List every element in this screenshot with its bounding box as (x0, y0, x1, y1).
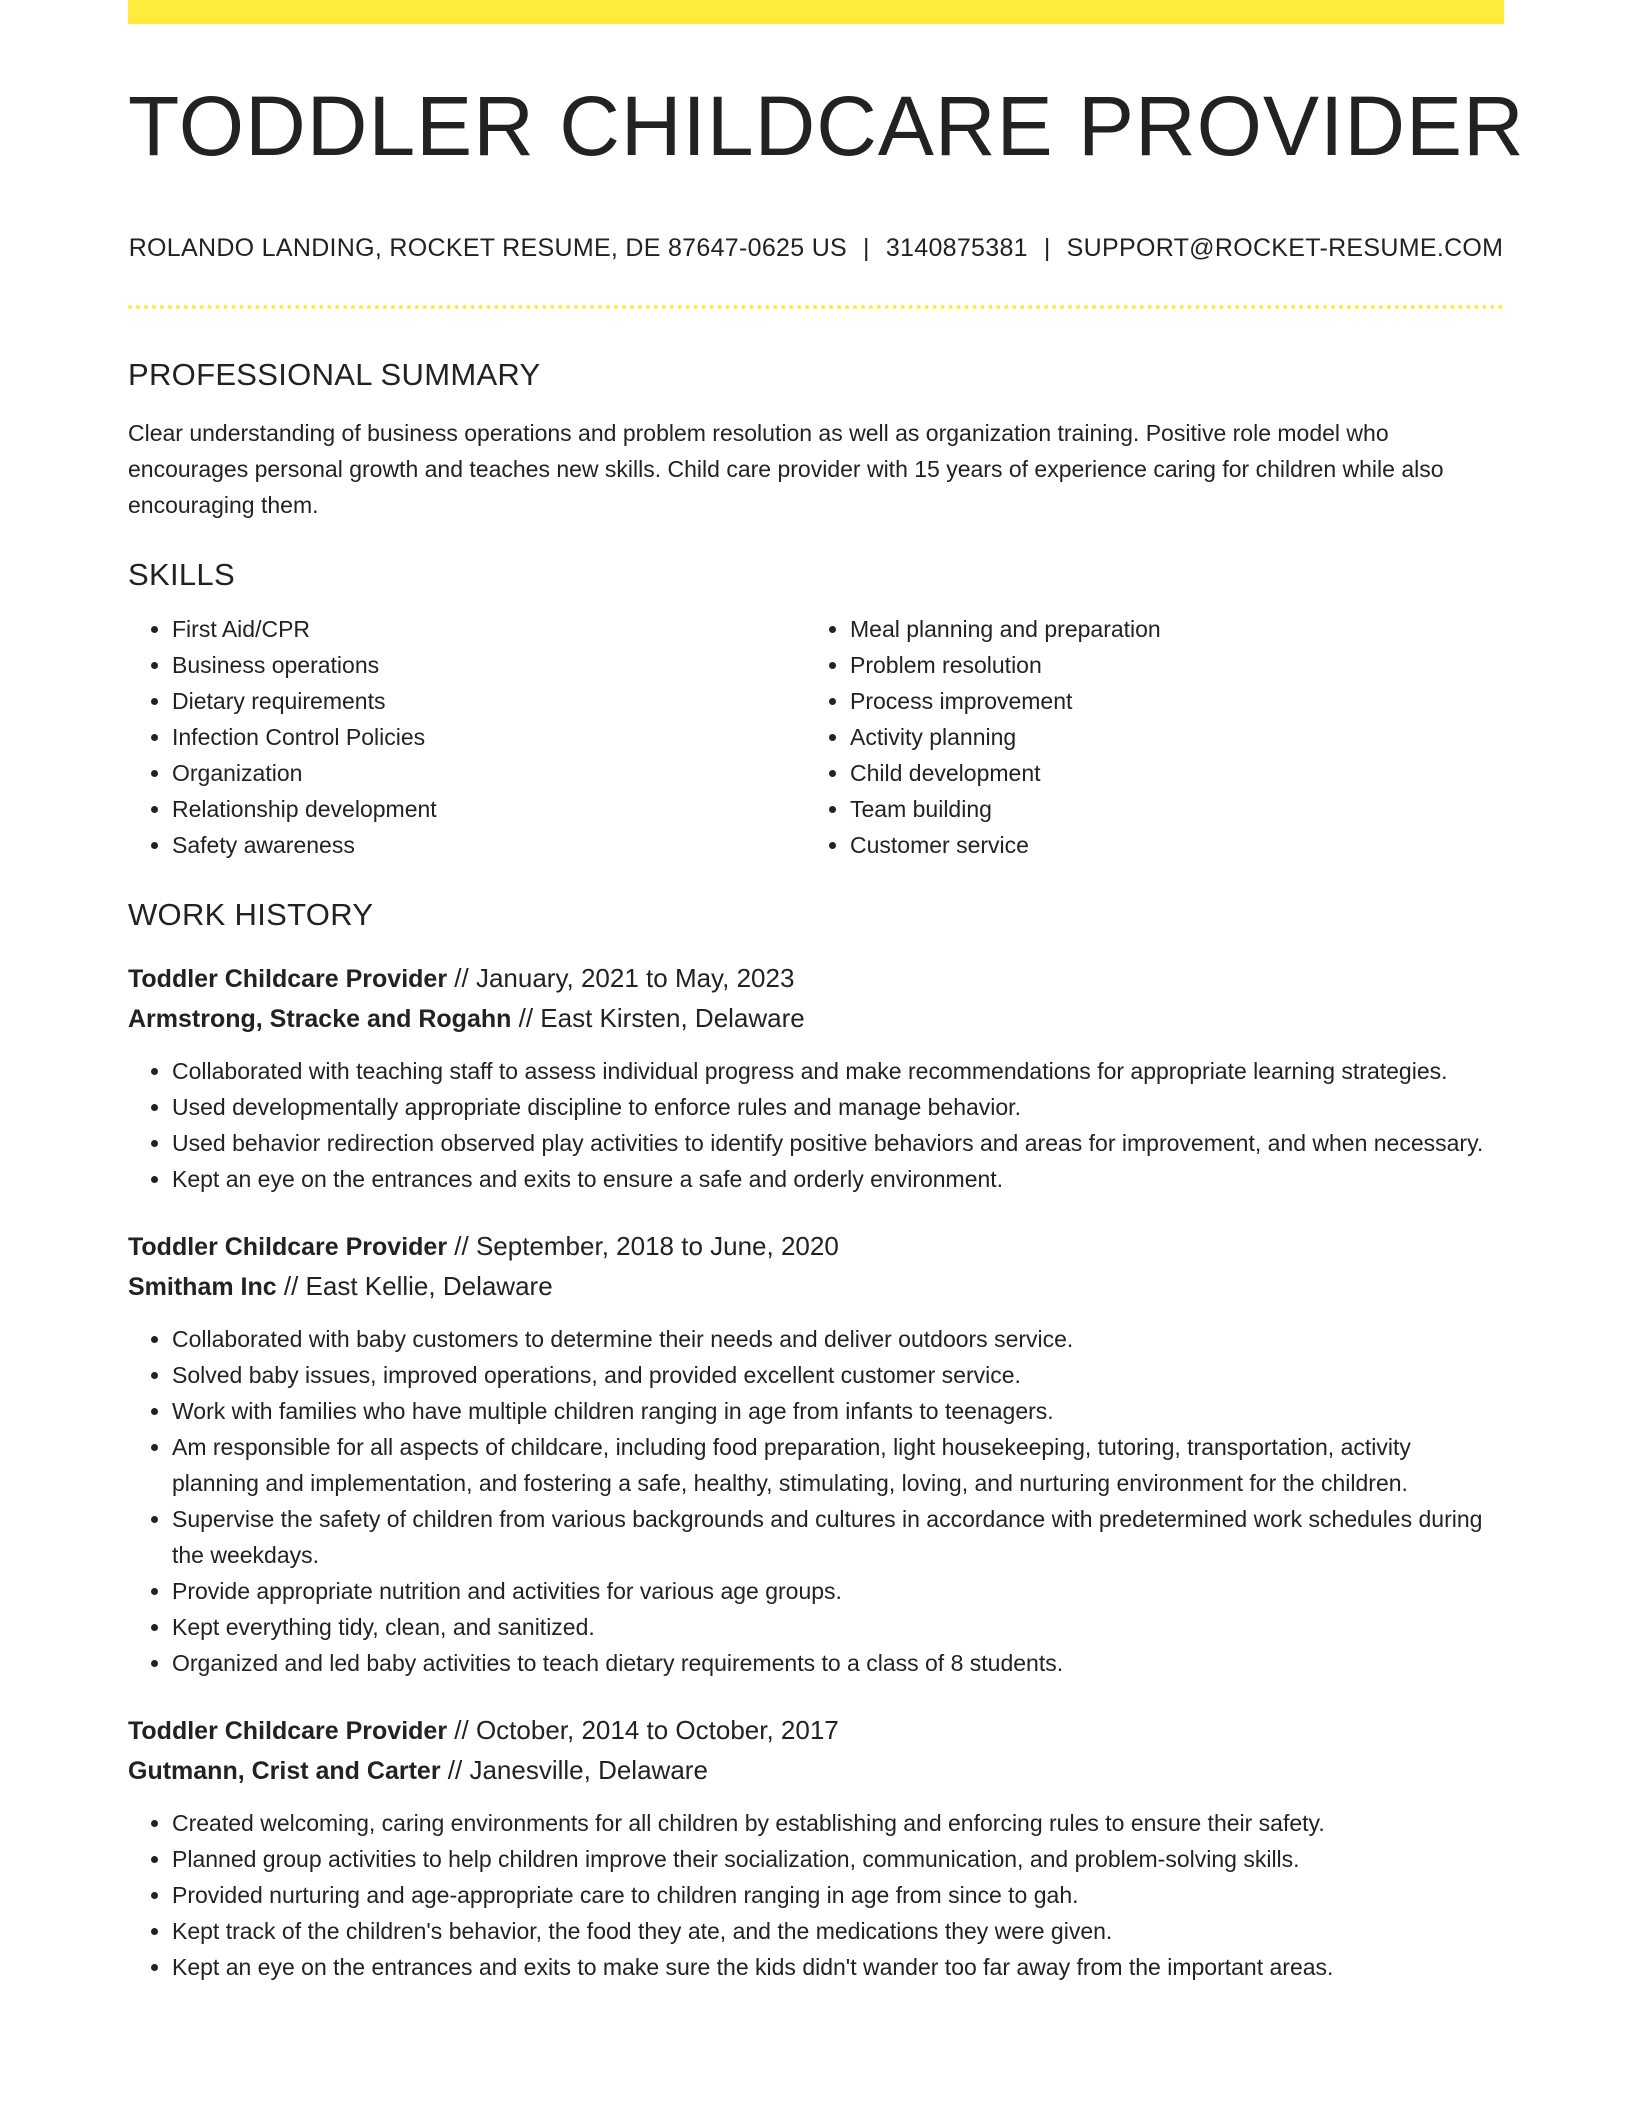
skill-item: • Problem resolution (850, 647, 1484, 683)
job-bullet: • Kept everything tidy, clean, and sanitized. (172, 1609, 1504, 1645)
job-company-line (128, 999, 1504, 1039)
skill-item: • First Aid/CPR (172, 611, 806, 647)
skill-item: • Customer service (850, 827, 1484, 863)
contact-address: ROLANDO LANDING, ROCKET RESUME, DE 87647-0625 US (128, 234, 848, 262)
dotted-divider (128, 305, 1504, 309)
job-bullet: • Organized and led baby activities to teach dietary requirements to a class of 8 students. (172, 1645, 1504, 1681)
skill-item: • Process improvement (850, 683, 1484, 719)
job-entry (128, 959, 1504, 1197)
job-bullet: • Kept an eye on the entrances and exits to ensure a safe and orderly environment. (172, 1161, 1504, 1197)
job-title-line (128, 1711, 1504, 1751)
contact-email: SUPPORT@ROCKET-RESUME.COM (1066, 234, 1504, 262)
job-entry (128, 1711, 1504, 1985)
job-bullet: • Collaborated with baby customers to determine their needs and deliver outdoors service. (172, 1321, 1504, 1357)
skill-item: • Dietary requirements (172, 683, 806, 719)
skills-columns (128, 611, 1504, 863)
job-company: Smitham Inc (128, 1273, 277, 1301)
work-history-heading: WORK HISTORY (128, 897, 374, 932)
job-bullet: • Am responsible for all aspects of childcare, including food preparation, light housekeeping, tutoring, transportation, activity planning and implementation, and fostering a safe, healthy, stimulating, loving, and nurturing environment for the children. (172, 1429, 1504, 1501)
job-bullet: • Used developmentally appropriate discipline to enforce rules and manage behavior. (172, 1089, 1504, 1125)
job-bullet: • Used behavior redirection observed play activities to identify positive behaviors and areas for improvement, and when necessary. (172, 1125, 1504, 1161)
job-location: // East Kellie, Delaware (276, 1271, 553, 1301)
contact-separator: | (863, 234, 870, 262)
job-title: Toddler Childcare Provider (128, 1233, 448, 1261)
job-company-line (128, 1751, 1504, 1791)
job-dates: // September, 2018 to June, 2020 (447, 1231, 839, 1261)
job-bullets (128, 1053, 1504, 1197)
job-entry (128, 1227, 1504, 1681)
skill-item: • Child development (850, 755, 1484, 791)
skills-list-right (806, 611, 1484, 863)
job-location: // Janesville, Delaware (440, 1755, 708, 1785)
contact-line (128, 234, 1504, 263)
skill-item: • Relationship development (172, 791, 806, 827)
skill-item: • Organization (172, 755, 806, 791)
skills-heading: SKILLS (128, 557, 235, 592)
contact-separator: | (1043, 234, 1051, 262)
skill-item: • Business operations (172, 647, 806, 683)
job-bullet: • Supervise the safety of children from various backgrounds and cultures in accordance with predetermined work schedules during the weekdays. (172, 1501, 1504, 1573)
resume-title: TODDLER CHILDCARE PROVIDER (128, 79, 1525, 173)
job-bullet: • Solved baby issues, improved operations, and provided excellent customer service. (172, 1357, 1504, 1393)
job-company: Armstrong, Stracke and Rogahn (128, 1005, 512, 1033)
skill-item: • Infection Control Policies (172, 719, 806, 755)
job-company-line (128, 1267, 1504, 1307)
skill-item: • Activity planning (850, 719, 1484, 755)
job-bullet: • Provided nurturing and age-appropriate care to children ranging in age from since to gah. (172, 1877, 1504, 1913)
job-title-line (128, 1227, 1504, 1267)
job-bullet: • Created welcoming, caring environments for all children by establishing and enforcing rules to ensure their safety. (172, 1805, 1504, 1841)
summary-heading: PROFESSIONAL SUMMARY (128, 357, 541, 392)
job-location: // East Kirsten, Delaware (511, 1003, 805, 1033)
job-bullet: • Collaborated with teaching staff to assess individual progress and make recommendations for appropriate learning strategies. (172, 1053, 1504, 1089)
job-bullets (128, 1805, 1504, 1985)
job-bullets (128, 1321, 1504, 1681)
accent-bar (128, 0, 1504, 24)
summary-text: Clear understanding of business operations and problem resolution as well as organization training. Positive role model who encourages personal growth and teaches new skills. Child care provider with 15 years of experience caring for children while also encouraging them. (128, 420, 1444, 518)
job-title: Toddler Childcare Provider (128, 965, 448, 993)
job-dates: // January, 2021 to May, 2023 (447, 963, 795, 993)
job-bullet: • Planned group activities to help children improve their socialization, communication, and problem-solving skills. (172, 1841, 1504, 1877)
skills-list-left (128, 611, 806, 863)
resume-page (128, 0, 1525, 1985)
skill-item: • Safety awareness (172, 827, 806, 863)
job-dates: // October, 2014 to October, 2017 (447, 1715, 839, 1745)
job-bullet: • Work with families who have multiple children ranging in age from infants to teenagers. (172, 1393, 1504, 1429)
work-history-list (128, 959, 1504, 1985)
job-bullet: • Kept an eye on the entrances and exits to make sure the kids didn't wander too far away from the important areas. (172, 1949, 1504, 1985)
job-title: Toddler Childcare Provider (128, 1717, 448, 1745)
skill-item: • Team building (850, 791, 1484, 827)
contact-phone: 3140875381 (885, 234, 1028, 262)
job-bullet: • Kept track of the children's behavior, the food they ate, and the medications they were given. (172, 1913, 1504, 1949)
skill-item: • Meal planning and preparation (850, 611, 1484, 647)
job-title-line (128, 959, 1504, 999)
job-bullet: • Provide appropriate nutrition and activities for various age groups. (172, 1573, 1504, 1609)
job-company: Gutmann, Crist and Carter (128, 1757, 441, 1785)
